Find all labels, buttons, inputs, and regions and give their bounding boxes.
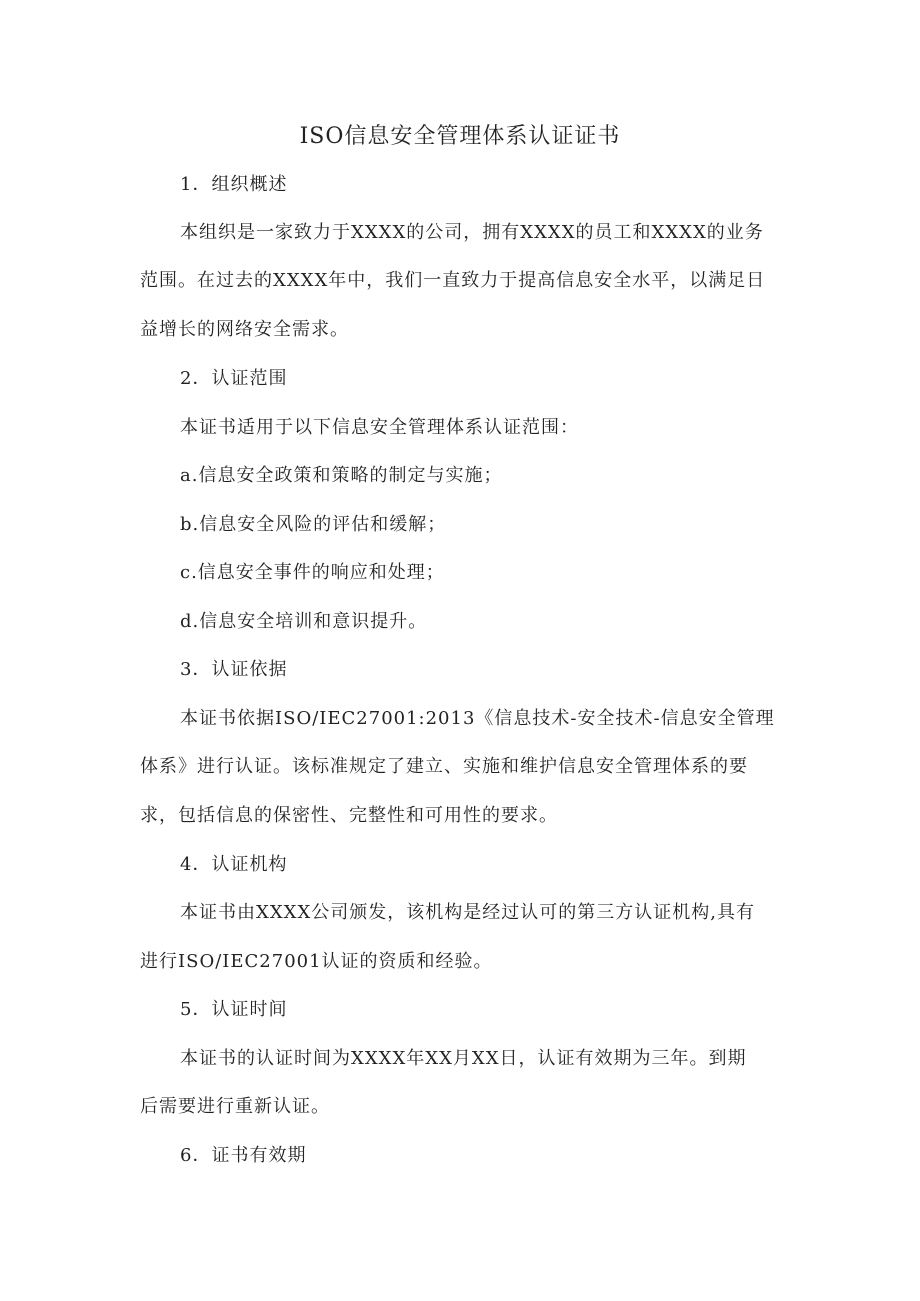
section-6-heading: 6．证书有效期	[180, 1145, 307, 1166]
section-3-heading: 3．认证依据	[180, 659, 288, 680]
section-3-line-1: 本证书依据ISO/IEC27001:2013《信息技术-安全技术-信息安全管理	[180, 708, 775, 729]
section-4-heading: 4．认证机构	[180, 854, 288, 875]
section-1-line-1: 本组织是一家致力于XXXX的公司，拥有XXXX的员工和XXXX的业务	[180, 222, 764, 243]
section-2-line-1: 本证书适用于以下信息安全管理体系认证范围：	[180, 417, 579, 438]
section-2-item-a: a.信息安全政策和策略的制定与实施；	[180, 465, 503, 486]
section-2-item-d: d.信息安全培训和意识提升。	[180, 611, 428, 632]
section-5-heading: 5．认证时间	[180, 999, 288, 1020]
section-5-line-1: 本证书的认证时间为XXXX年XX月XX日，认证有效期为三年。到期	[180, 1048, 747, 1069]
section-2-heading: 2．认证范围	[180, 368, 288, 389]
section-1-heading: 1．组织概述	[180, 174, 288, 195]
document-title: ISO信息安全管理体系认证证书	[299, 124, 621, 149]
section-2-item-b: b.信息安全风险的评估和缓解；	[180, 514, 447, 535]
section-1-line-3: 益增长的网络安全需求。	[140, 319, 349, 340]
section-3-line-2: 体系》进行认证。该标准规定了建立、实施和维护信息安全管理体系的要	[140, 756, 748, 777]
section-5-line-2: 后需要进行重新认证。	[140, 1096, 330, 1117]
section-3-line-3: 求，包括信息的保密性、完整性和可用性的要求。	[140, 805, 558, 826]
section-2-item-c: c.信息安全事件的响应和处理；	[180, 562, 445, 583]
section-4-line-2: 进行ISO/IEC27001认证的资质和经验。	[140, 951, 493, 972]
section-4-line-1: 本证书由XXXX公司颁发，该机构是经过认可的第三方认证机构,具有	[180, 902, 755, 923]
section-1-line-2: 范围。在过去的XXXX年中，我们一直致力于提高信息安全水平，以满足日	[140, 270, 766, 291]
